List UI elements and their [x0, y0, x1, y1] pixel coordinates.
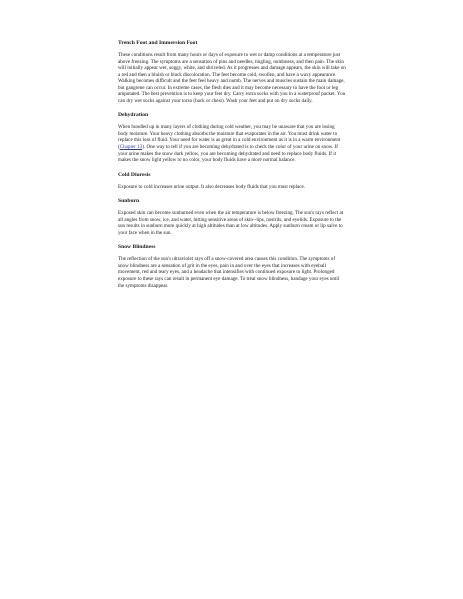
section-paragraph: Exposure to cold increases urine output. It also decreases body fluids that you must replace.: [118, 183, 306, 190]
section-paragraph: These conditions result from many hours or days of exposure to wet or damp conditions at a temperature just above freezing. The symptoms are a sensation of pins and needles, tingling, numbness, and then pain. The skin will initially appear wet, soggy, white, and shriveled. As it progresses and damage appears, the skin will take on a red and then a bluish or black discoloration. The feet become cold, swollen, and have a waxy appearance. Walking becomes difficult and the feet feel heavy and numb. The nerves and muscles sustain the main damage, but gangrene can occur. In extreme cases, the flesh dies and it may become necessary to have the foot or leg amputated. The best prevention is to keep your feet dry. Carry extra socks with you in a waterproof packet. You can dry wet socks against your torso (back or chest). Wash your feet and put on dry socks daily.: [118, 52, 346, 104]
chapter-13-link[interactable]: Chapter 13: [119, 144, 143, 151]
section-heading: Cold Diuresis: [118, 171, 151, 178]
section-heading: Sunburn: [118, 198, 140, 205]
section-sunburn: [118, 198, 346, 236]
section-paragraph: The reflection of the sun's ultraviolet rays off a snow-covered area causes this condition. The symptoms of snow blindness are a sensation of grit in the eyes, pain in and over the eyes that increases with eyeball movement, red and teary eyes, and a headache that intensifies with continued exposure to light. Prolonged exposure to these rays can result in permanent eye damage. To treat snow blindness, bandage your eyes until the symptoms disappear.: [118, 256, 340, 289]
section-dehydration: [118, 112, 346, 163]
section-heading: Snow Blindness: [118, 244, 156, 251]
section-heading: Trench Foot and Immersion Foot: [118, 40, 198, 46]
section-snow-blindness: [118, 244, 346, 289]
paragraph-text-before-link: When bundled up in many layers of clothing during cold weather, you may be unaware that you are losing body moisture. Your heavy clothing absorbs the moisture that evaporates in the air. You must drink water to replace this loss of fluid. Your need for water is as great in a cold environment as it is in a warm environment (: [118, 124, 341, 151]
section-heading: Dehydration: [118, 112, 149, 119]
paragraph-text-after-link: ). One way to tell if you are becoming dehydrated is to check the color of your urine on snow. If your urine makes the snow dark yellow, you are becoming dehydrated and need to replace body fluids. If it makes the snow light yellow to no color, your body fluids have a more normal balance.: [118, 144, 338, 164]
section-paragraph: Exposed skin can become sunburned even when the air temperature is below freezing. The sun's rays reflect at all angles from snow, ice, and water, hitting sensitive areas of skin--lips, nostrils, and eyelids. Exposure to the sun results in sunburn more quickly at high altitudes than at low altitudes. Apply sunburn cream or lip salve to your face when in the sun.: [118, 210, 344, 236]
section-trench-foot: [118, 40, 346, 104]
document-page: [118, 40, 346, 297]
section-paragraph: [118, 124, 346, 163]
section-cold-diuresis: [118, 172, 346, 191]
